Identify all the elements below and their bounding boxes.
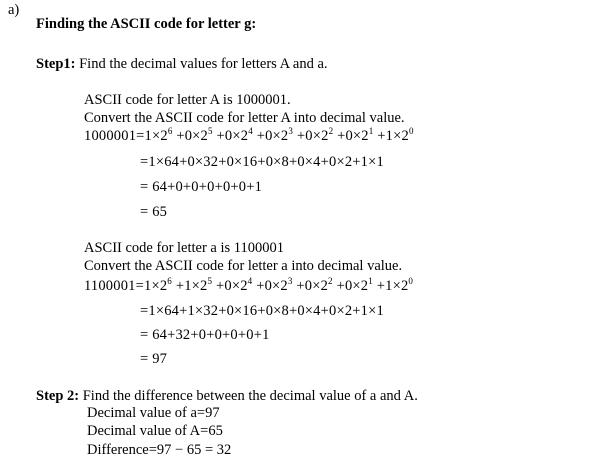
decimal-a-line: Decimal value of a=97 [87,405,220,421]
plus-sign: + [373,128,386,144]
difference-line [87,442,231,459]
difference-expression: 97 − 65 = 32 [156,442,232,458]
plus-sign: + [252,128,266,144]
block-b-line1: ASCII code for letter a is 1100001 [84,240,284,256]
block-b-power-term: $0\times 2^4$ [224,276,253,294]
block-a-eq4: = 65 [140,204,168,220]
block-a-power-term: $0\times 2^2$ [305,126,334,144]
step1-text: Find the decimal values for letters A and a. [79,56,328,72]
block-a-power-term: $0\times 2^5$ [184,126,213,144]
plus-sign: + [212,278,225,294]
block-a-eq1-terms [145,128,414,144]
block-b-power-term: $0\times 2^1$ [344,276,373,294]
block-a-power-term: $1\times 2^0$ [385,126,414,144]
block-b-eq1-lhs: 1100001 [84,278,136,294]
block-a-eq3: = 64+0+0+0+0+0+1 [140,179,263,195]
step2-label: Step 2: [36,388,80,404]
block-a-line2: Convert the ASCII code for letter A into decimal value. [84,110,405,126]
difference-prefix: Difference= [87,442,157,458]
block-a-power-term: $1\times 2^6$ [144,126,173,144]
block-b-power-term: $0\times 2^3$ [264,276,293,294]
block-b-power-term: $0\times 2^2$ [304,276,333,294]
block-a-power-term: $0\times 2^4$ [224,126,253,144]
plus-sign: + [172,278,185,294]
step1-label: Step1: [36,56,76,72]
block-b-line2: Convert the ASCII code for letter a into decimal value. [84,258,403,274]
block-b-eq3: = 64+32+0+0+0+0+1 [140,327,270,343]
plus-sign: + [212,128,225,144]
step1-line [36,56,328,73]
block-b-eq2: =1×64+1×32+0×16+0×8+0×4+0×2+1×1 [140,303,384,319]
block-a-power-term: $0\times 2^3$ [265,126,294,144]
block-b-eq1-terms [144,278,413,294]
step2-line [36,388,418,405]
block-b-eq4: = 97 [140,351,168,367]
block-b-power-term: $1\times 2^6$ [144,276,172,294]
equals-sign: = [136,128,145,144]
equals-sign: = [135,278,145,294]
plus-sign: + [252,278,265,294]
block-b-power-term: $1\times 2^0$ [385,276,414,294]
part-label: a) [8,2,20,18]
plus-sign: + [332,278,345,294]
block-a-line1: ASCII code for letter A is 1000001. [84,92,291,108]
block-a-power-term: $0\times 2^1$ [345,126,374,144]
block-b-eq1 [84,278,413,295]
block-a-eq1-lhs: 1000001 [84,128,137,144]
plus-sign: + [293,128,306,144]
plus-sign: + [172,128,185,144]
heading: Finding the ASCII code for letter g: [36,16,257,32]
block-a-eq1 [84,128,414,145]
block-a-eq2: =1×64+0×32+0×16+0×8+0×4+0×2+1×1 [140,154,384,170]
block-b-power-term: $1\times 2^5$ [184,276,213,294]
plus-sign: + [292,278,305,294]
step2-text: Find the difference between the decimal value of a and A. [82,388,418,404]
decimal-A-line: Decimal value of A=65 [87,423,223,439]
plus-sign: + [372,278,386,294]
plus-sign: + [333,128,346,144]
